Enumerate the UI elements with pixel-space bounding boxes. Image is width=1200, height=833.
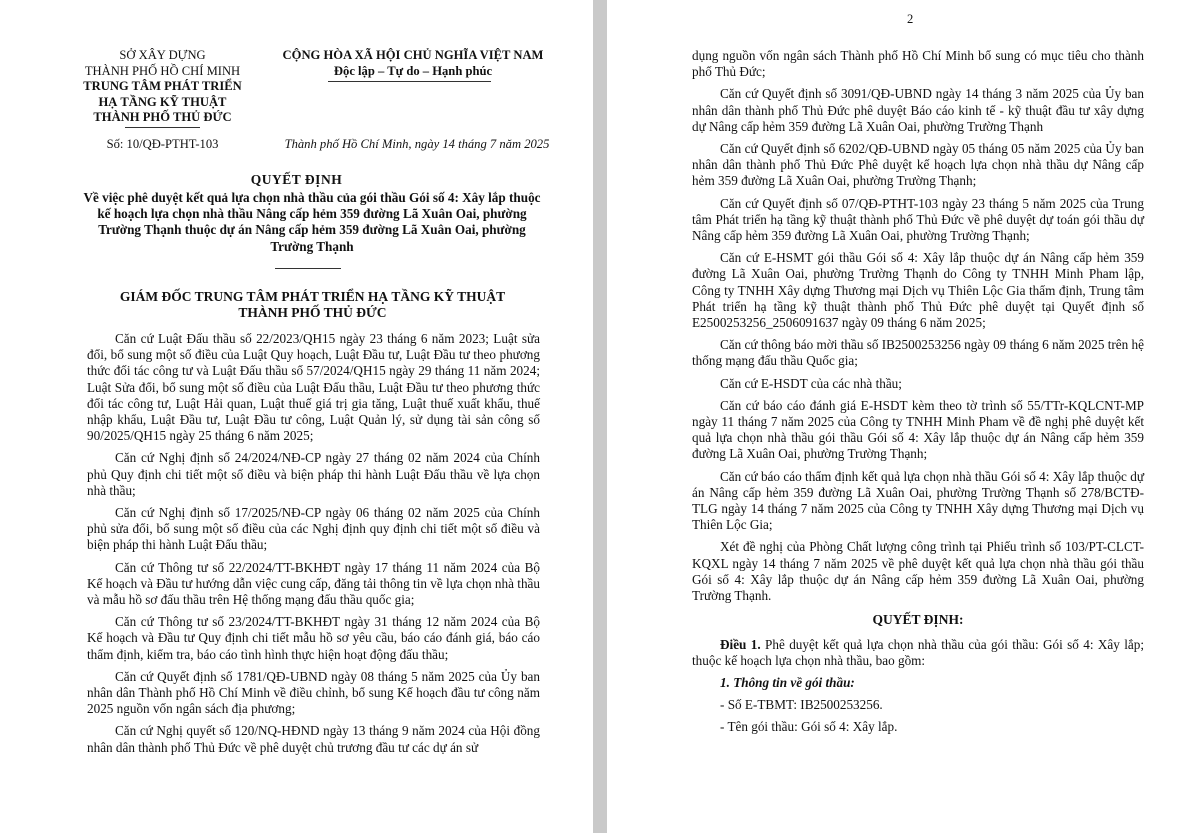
list-item: - Số E-TBMT: IB2500253256.: [720, 697, 883, 713]
article-1: [692, 637, 1144, 669]
legal-basis-paragraph: Căn cứ E-HSDT của các nhà thầu;: [720, 375, 902, 391]
national-header-block: [272, 48, 554, 79]
motto: Độc lập – Tự do – Hạnh phúc: [333, 63, 493, 78]
page-number: 2: [907, 12, 914, 26]
page1-body: [87, 331, 540, 756]
agency-underline: [125, 127, 200, 128]
motto-underline: [328, 81, 491, 82]
decision-heading: QUYẾT ĐỊNH:: [872, 612, 964, 628]
article-1-text: Phê duyệt kết quả lựa chọn nhà thầu của gói thầu: Gói số 4: Xây lắp; thuộc kế hoạch lựa chọn nhà thầu, bao gồm:: [692, 636, 1145, 668]
document-page-1: [0, 0, 593, 833]
legal-basis-paragraph: Căn cứ Luật Đấu thầu số 22/2023/QH15 ngày 23 tháng 6 năm 2023; Luật sửa đổi, bổ sung một số điều của Luật Quy hoạch, Luật Đầu tư, Luật Đầu tư theo phương thức đối tác công tư và Luật Đấu thầu số 57/2024/QH15 ngày 29 tháng 11 năm 2024; Luật Sửa đổi, bổ sung một số điều của Luật Đấu thầu, Luật Đầu tư theo phương thức đối tác công tư, Luật Hải quan, Luật thuế giá trị gia tăng, Luật thuế xuất khẩu, thuế nhập khẩu, Luật Đầu tư, Luật Đầu tư công, Luật Quản lý, sử dụng tài sản công số 90/2025/QH15 ngày 25 tháng 6 năm 2025;: [87, 331, 540, 444]
center-line-3: THÀNH PHỐ THỦ ĐỨC: [93, 110, 232, 124]
legal-basis-paragraph: Căn cứ Nghị định số 17/2025/NĐ-CP ngày 06 tháng 02 năm 2025 của Chính phủ sửa đổi, bổ sung một số điều của các Nghị định quy định chi tiết một số điều và biện pháp thi hành Luật Đấu thầu;: [87, 505, 540, 553]
list-item: - Tên gói thầu: Gói số 4: Xây lắp.: [720, 719, 898, 735]
legal-basis-paragraph: Căn cứ Nghị định số 24/2024/NĐ-CP ngày 27 tháng 02 năm 2024 của Chính phủ Quy định chi tiết một số điều và biện pháp thi hành Luật Đấu thầu về lựa chọn nhà thầu;: [87, 450, 540, 498]
legal-basis-paragraph: Căn cứ Thông tư số 23/2024/TT-BKHĐT ngày 31 tháng 12 năm 2024 của Bộ Kế hoạch và Đầu tư Quy định chi tiết mẫu hồ sơ yêu cầu, báo cáo đánh giá, báo cáo thẩm định, kiểm tra, báo cáo tình hình thực hiện hoạt động đấu thầu;: [87, 614, 540, 662]
legal-basis-paragraph: Căn cứ Quyết định số 07/QĐ-PTHT-103 ngày 23 tháng 5 năm 2025 của Trung tâm Phát triển hạ tầng kỹ thuật thành phố Thủ Đức về phê duyệt dự toán gói thầu dự Nâng cấp hẻm 359 đường Lã Xuân Oai, phường Trường Thạnh;: [692, 195, 1144, 244]
subject-underline: [275, 268, 341, 269]
legal-basis-paragraph: Căn cứ thông báo mời thầu số IB2500253256 ngày 09 tháng 6 năm 2025 trên hệ thống mạng đấu thầu Quốc gia;: [692, 337, 1144, 369]
center-line-2: HẠ TẦNG KỸ THUẬT: [98, 94, 227, 109]
legal-basis-paragraph: Căn cứ báo cáo đánh giá E-HSDT kèm theo tờ trình số 55/TTr-KQLCNT-MP ngày 11 tháng 7 năm 2025 của Công ty TNHH Minh Pham về đề nghị phê duyệt kết quả lựa chọn nhà thầu gói thầu Gói số 4: Xây lắp thuộc dự án Nâng cấp hẻm 359 đường Lã Xuân Oai, phường Trường Thạnh;: [692, 397, 1144, 462]
legal-basis-paragraph: Căn cứ Nghị quyết số 120/NQ-HĐND ngày 13 tháng 9 năm 2024 của Hội đồng nhân dân thành phố Thủ Đức về phê duyệt chủ trương đầu tư các dự án sử: [87, 723, 540, 755]
section-1-heading: 1. Thông tin về gói thầu:: [720, 674, 855, 690]
page2-body: [692, 48, 1144, 736]
legal-basis-paragraph: Căn cứ Quyết định số 1781/QĐ-UBND ngày 08 tháng 5 năm 2025 của Ủy ban nhân dân Thành phố Hồ Chí Minh về điều chỉnh, bổ sung Kế hoạch đầu tư công năm 2025 nguồn vốn ngân sách địa phương;: [87, 668, 540, 717]
issuing-authority: GIÁM ĐỐC TRUNG TÂM PHÁT TRIỂN HẠ TẦNG KỸ THUẬT THÀNH PHỐ THỦ ĐỨC: [119, 289, 506, 321]
center-line-1: TRUNG TÂM PHÁT TRIỂN: [83, 79, 242, 93]
document-number: Số: 10/QĐ-PTHT-103: [106, 137, 219, 151]
place-date: Thành phố Hồ Chí Minh, ngày 14 tháng 7 năm 2025: [284, 137, 550, 151]
proposal-paragraph: Xét đề nghị của Phòng Chất lượng công trình tại Phiếu trình số 103/PT-CLCT-KQXL ngày 14 tháng 7 năm 2025 về phê duyệt kết quả lựa chọn nhà thầu gói thầu Gói số 4: Xây lắp thuộc dự án Nâng cấp hẻm 359 đường Lã Xuân Oai, phường Trường Thạnh.: [692, 539, 1144, 604]
legal-basis-paragraph: Căn cứ Quyết định số 6202/QĐ-UBND ngày 05 tháng 05 năm 2025 của Ủy ban nhân dân thành phố Thủ Đức Phê duyệt kế hoạch lựa chọn nhà thầu dự Nâng cấp hẻm 359 đường Lã Xuân Oai, phường Trường Thạnh;: [692, 141, 1144, 189]
legal-basis-paragraph: Căn cứ E-HSMT gói thầu Gói số 4: Xây lắp thuộc dự án Nâng cấp hẻm 359 đường Lã Xuân Oai, phường Trường Thạnh do Công ty TNHH Minh Pham lập, Công ty TNHH Xây dựng Thương mại Dịch vụ Thiên Lộc Gia thẩm định, Trung tâm Phát triển hạ tầng kỹ thuật thành phố Thủ Đức phê duyệt tại Quyết định số E2500253256_2506091637 ngày 09 tháng 6 năm 2025;: [692, 250, 1144, 331]
article-1-label: Điều 1.: [720, 636, 761, 652]
document-type: QUYẾT ĐỊNH: [250, 172, 343, 187]
document-page-2: [607, 0, 1200, 833]
agency-line-2: THÀNH PHỐ HỒ CHÍ MINH: [84, 63, 241, 78]
legal-basis-paragraph: dụng nguồn vốn ngân sách Thành phố Hồ Chí Minh bổ sung có mục tiêu cho thành phố Thủ Đức;: [692, 48, 1144, 80]
legal-basis-paragraph: Căn cứ báo cáo thẩm định kết quả lựa chọn nhà thầu Gói số 4: Xây lắp thuộc dự án Nâng cấp hẻm 359 đường Lã Xuân Oai, phường Trường Thạnh số 278/BCTĐ-TLG ngày 14 tháng 7 năm 2025 của Công ty TNHH Xây dựng Thương mại Dịch vụ Thiên Lộc Gia;: [692, 468, 1144, 533]
agency-line-1: SỞ XÂY DỰNG: [119, 48, 206, 62]
legal-basis-paragraph: Căn cứ Thông tư số 22/2024/TT-BKHĐT ngày 17 tháng 11 năm 2024 của Bộ Kế hoạch và Đầu tư hướng dẫn việc cung cấp, đăng tải thông tin về lựa chọn nhà thầu và mẫu hồ sơ đấu thầu trên Hệ thống mạng đấu thầu quốc gia;: [87, 559, 540, 608]
nation-title: CỘNG HÒA XÃ HỘI CHỦ NGHĨA VIỆT NAM: [282, 48, 544, 62]
document-subject: Về việc phê duyệt kết quả lựa chọn nhà thầu của gói thầu Gói số 4: Xây lắp thuộc kế hoạch lựa chọn nhà thầu Nâng cấp hẻm 359 đường Lã Xuân Oai, phường Trường Thạnh thuộc dự án Nâng cấp hẻm 359 đường Lã Xuân Oai, phường Trường Thạnh: [83, 190, 541, 254]
issuing-agency-block: [60, 48, 265, 126]
legal-basis-paragraph: Căn cứ Quyết định số 3091/QĐ-UBND ngày 14 tháng 3 năm 2025 của Ủy ban nhân dân thành phố Thủ Đức phê duyệt Báo cáo kinh tế - kỹ thuật đầu tư xây dựng dự Nâng cấp hẻm 359 đường Lã Xuân Oai, phường Trường Thạnh: [692, 86, 1144, 134]
